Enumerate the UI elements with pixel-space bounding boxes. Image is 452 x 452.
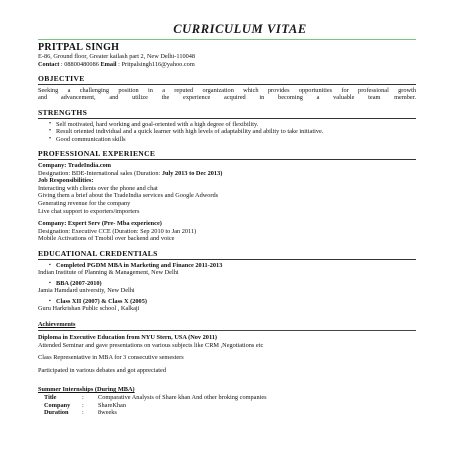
objective-heading: OBJECTIVE xyxy=(38,74,85,84)
document-title: CURRICULUM VITAE xyxy=(173,22,307,36)
candidate-name: PRITPAL SINGH xyxy=(38,42,120,53)
job1-company-label: Company: xyxy=(38,162,67,169)
list-item: • Result oriented individual and a quick learner with high levels of adaptability and ability to take initiative. xyxy=(56,128,416,135)
list-item: Interacting with clients over the phone and chat xyxy=(38,184,158,192)
table-row xyxy=(44,409,273,416)
achievement-item: Class Representative in MBA for 3 consecutive semesters xyxy=(38,354,184,362)
title-divider xyxy=(38,39,416,40)
achievement-diploma: Diploma in Executive Education from NYU Stern, USA (Nov 2011) xyxy=(38,333,217,341)
internship-sep: : xyxy=(82,401,84,409)
job2-company: Company: Expert Serv (Pre- Mba experience) xyxy=(38,220,162,228)
list-item: Live chat support to exporters/importers xyxy=(38,207,140,215)
achievement-diploma-detail: Attended Seminar and gave presentations on various subjects like CRM ,Negotiations etc xyxy=(38,341,264,349)
education-institute: Jamia Hamdard university, New Delhi xyxy=(38,287,135,295)
education-heading: EDUCATIONAL CREDENTIALS xyxy=(38,248,158,258)
internship-value: ShareKhan xyxy=(98,401,126,409)
strengths-list xyxy=(38,121,416,143)
internship-key: Duration xyxy=(44,409,69,417)
table-row xyxy=(44,394,273,401)
achievements-divider xyxy=(38,330,416,331)
education-divider xyxy=(38,259,416,260)
job1-designation-text: Designation: BDE-International sales (Duration: xyxy=(38,169,162,177)
internship-sep: : xyxy=(82,409,84,417)
strengths-heading: STRENGTHS xyxy=(38,107,88,117)
objective-text xyxy=(38,87,416,102)
education-degree: ▪ BBA (2007-2010) xyxy=(38,280,416,287)
address: E-86, Ground floor, Greater kailash part 2, New Delhi-110048 xyxy=(38,53,196,60)
achievements-heading: Achievements xyxy=(38,320,76,328)
objective-line-2: and advancement, and utilize the experience acquired in becoming a valuable team member. xyxy=(38,94,416,102)
job1-company xyxy=(38,162,416,170)
table-row xyxy=(44,402,273,409)
list-item: • Good communication skills xyxy=(56,136,416,143)
education-degree: ▪ Completed PGDM MBA in Marketing and Finance 2011-2013 xyxy=(38,262,416,269)
contact-email: : Pritpalsingh116@yahoo.com xyxy=(118,60,195,68)
internship-sep: : xyxy=(82,394,84,402)
internship-table xyxy=(44,394,273,416)
internship-value: Comparative Analysis of Share khan And other broking companies xyxy=(98,394,267,402)
list-item: • Self motivated, hard working and goal-oriented with a high degree of flexibility. xyxy=(56,121,416,128)
experience-divider xyxy=(38,159,416,160)
list-item: Generating revenue for the company xyxy=(38,199,131,207)
contact-line xyxy=(38,61,416,69)
objective-line-1: Seeking a challenging position in a reputed organization which provides opportunities for professional growth xyxy=(38,87,416,95)
job2-designation: Designation: Executive CCE (Duration: Sep 2010 to Jan 2011) xyxy=(38,227,197,235)
contact-label: Contact xyxy=(38,60,60,68)
job1-responsibilities-label: Job Responsibilities: xyxy=(38,177,94,185)
email-label: Email xyxy=(100,60,117,68)
job2-detail: Mobile Activations of Tmobil over backend and voice xyxy=(38,235,175,243)
education-institute: Indian Institute of Planning & Management, New Delhi xyxy=(38,269,179,277)
internship-key: Title xyxy=(44,394,57,402)
strengths-divider xyxy=(38,118,416,119)
experience-heading: PROFESSIONAL EXPERIENCE xyxy=(38,149,156,158)
education-institute: Guru Harkrishan Public school , Kalkaji xyxy=(38,305,140,313)
internship-value: 8weeks xyxy=(98,409,117,417)
contact-phone: : 08800480086 xyxy=(60,60,99,68)
job1-company-name: TradeIndia.com xyxy=(67,162,112,169)
objective-divider xyxy=(38,84,416,85)
list-item: Giving them a brief about the TradeIndia services and Google Adwords xyxy=(38,192,219,200)
internship-key: Company xyxy=(44,401,71,409)
job1-duration: July 2013 to Dec 2013) xyxy=(161,169,223,177)
internship-heading: Summer Internships (During MBA) xyxy=(38,386,135,394)
achievement-item: Participated in various debates and got appreciated xyxy=(38,366,166,374)
job1-designation xyxy=(38,170,416,178)
education-degree: ▪ Class XII (2007) & Class X (2005) xyxy=(38,298,416,305)
